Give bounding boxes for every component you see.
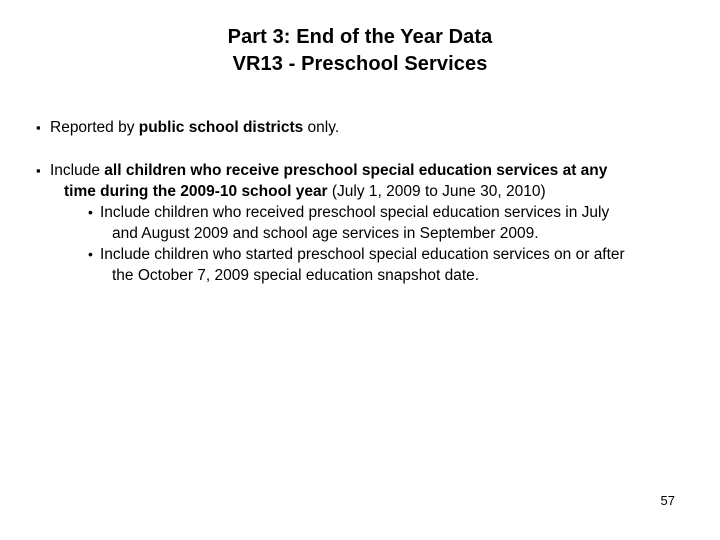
title-line-1: Part 3: End of the Year Data: [227, 26, 493, 48]
bullet-text: Include all children who receive preschool special education services at any time during the 2009-10 school year (July 1, 2009 to June 30, 2010): [50, 162, 608, 200]
sub-bullet-item: [88, 202, 636, 244]
bullet-text: Reported by public school districts only.: [50, 119, 340, 136]
slide-body: [36, 117, 636, 286]
bullet-item: [36, 117, 636, 138]
page-title: [0, 24, 720, 78]
bullet-item: [36, 160, 636, 286]
title-line-2: VR13 - Preschool Services: [232, 53, 488, 75]
square-bullet-icon: ▪: [36, 120, 41, 135]
sub-bullet-item: [88, 244, 636, 286]
page-number: 57: [660, 493, 675, 508]
round-bullet-icon: •: [88, 246, 93, 262]
sub-bullet-text: Include children who received preschool special education services in July and August 2009 and school age services in September 2009.: [100, 204, 610, 242]
sub-bullet-text: Include children who started preschool special education services on or after the October 7, 2009 special education snapshot date.: [100, 246, 625, 284]
square-bullet-icon: ▪: [36, 163, 41, 178]
round-bullet-icon: •: [88, 204, 93, 220]
sub-bullet-list: [88, 202, 636, 286]
